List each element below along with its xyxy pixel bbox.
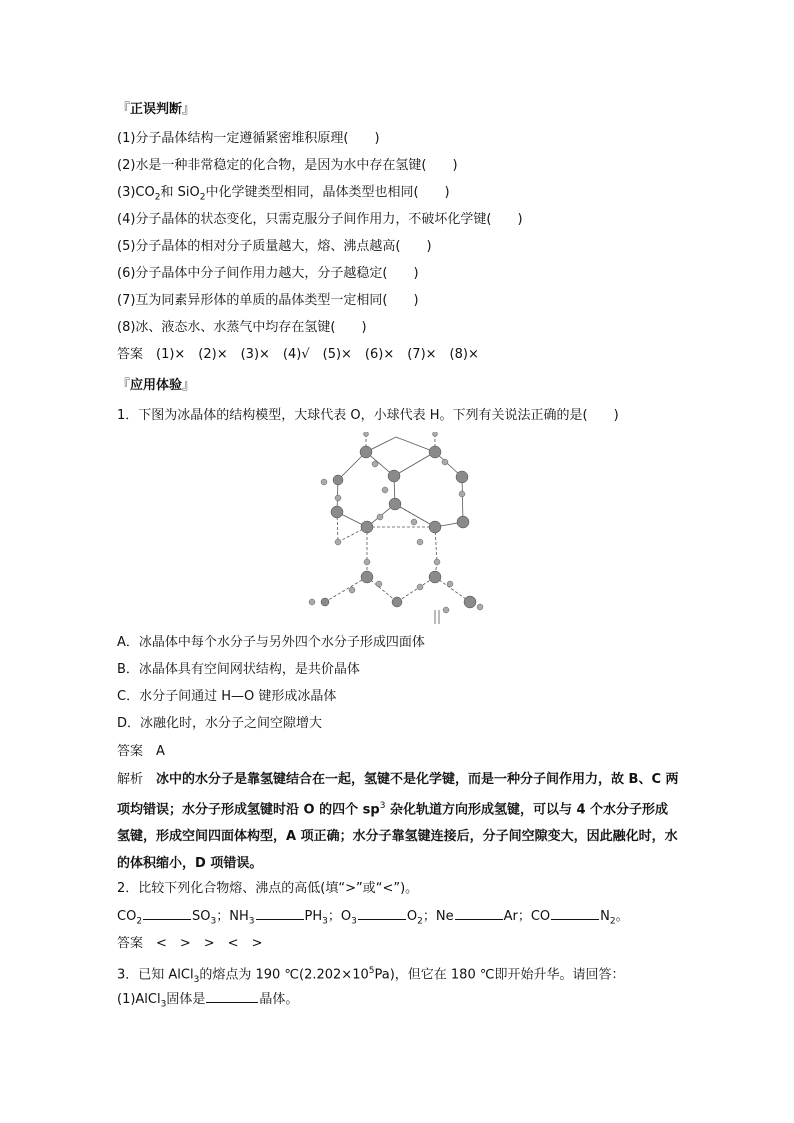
- answer-blank[interactable]: [143, 907, 191, 920]
- judgement-item-2: (2)水是一种非常稳定的化合物，是因为水中存在氢键( ): [117, 158, 458, 173]
- bond-lines: [337, 437, 463, 527]
- judgement-item-6: (6)分子晶体中分子间作用力越大，分子越稳定( ): [117, 266, 419, 281]
- question-2-stem: 2．比较下列化合物熔、沸点的高低(填“>”或“<”)。: [117, 881, 419, 896]
- open-bond-ticks: [435, 610, 439, 624]
- option-a: A．冰晶体中每个水分子与另外四个水分子形成四面体: [117, 635, 425, 650]
- answer-blank[interactable]: [256, 907, 304, 920]
- option-d: D．冰融化时，水分子之间空隙增大: [117, 716, 323, 731]
- question-2-answer: 答案 < > > < >: [117, 936, 263, 951]
- ice-crystal-structure-figure: [300, 432, 490, 627]
- option-b: B．冰晶体具有空间网状结构，是共价晶体: [117, 662, 360, 677]
- judgement-item-7: (7)互为同素异形体的单质的晶体类型一定相同( ): [117, 293, 419, 308]
- judgement-item-4: (4)分子晶体的状态变化，只需克服分子间作用力，不破坏化学键( ): [117, 212, 523, 227]
- question-2-blanks: [117, 907, 629, 931]
- pair-4: Ne Ar；: [435, 909, 531, 924]
- answer-blank[interactable]: [455, 907, 503, 920]
- judgement-item-8: (8)冰、液态水、水蒸气中均存在氢键( ): [117, 320, 367, 335]
- heading-bracket-right: 』: [182, 102, 196, 117]
- question-1-stem: 1．下图为冰晶体的结构模型，大球代表 O，小球代表 H。下列有关说法正确的是( ): [117, 408, 619, 423]
- hydrogen-bond-lines: [325, 434, 470, 602]
- option-c: C．水分子间通过 H—O 键形成冰晶体: [117, 689, 337, 704]
- question-3-sub-1: (1)AlCl$_3$固体是 晶体。: [117, 992, 299, 1010]
- judgement-item-5: (5)分子晶体的相对分子质量越大，熔、沸点越高( ): [117, 239, 432, 254]
- answer-blank[interactable]: [358, 907, 406, 920]
- judgement-item-1: (1)分子晶体结构一定遵循紧密堆积原理( ): [117, 131, 380, 146]
- judgement-item-3: $(3)CO_2$和 SiO$_2$中化学键类型相同，晶体类型也相同( ): [117, 185, 450, 203]
- pair-5: CO $N_2$。: [530, 909, 629, 927]
- pair-1: $CO_2$ $SO_3$；: [117, 909, 230, 927]
- pair-3: $O_3$ $O_2$；: [340, 909, 436, 927]
- heading-bracket-left: 『: [117, 102, 131, 117]
- judgement-answer: 答案 (1)× (2)× (3)× (4)√ (5)× (6)× (7)× (8)×: [117, 347, 479, 362]
- answer-blank[interactable]: [551, 907, 599, 920]
- question-3-stem: 3．已知 AlCl$_3$的熔点为 190 $℃(2.202\times 10^5Pa)$，但它在 180 ℃即开始升华。请回答：: [117, 966, 625, 985]
- question-1-answer: 答案 A: [117, 744, 165, 759]
- heading-text: 正误判断: [130, 102, 183, 117]
- question-1-analysis: 解析 冰中的水分子是靠氢键结合在一起，氢键不是化学键，而是一种分子间作用力，故 B、C 两项均错误；水分子形成氢键时沿 O 的四个 $sp^3$ 杂化轨道方向形成氢键，可以与 4 个水分子形成氢键，形成空间四面体构型，A 项正确；水分子靠氢键连接后，分子间空隙变大，因此融化时，水的体积缩小，D 项错误。: [117, 772, 679, 872]
- section-heading-judgement: [117, 101, 195, 119]
- section-heading-application: 『应用体验』: [117, 378, 196, 393]
- answer-blank[interactable]: [206, 990, 258, 1003]
- pair-2: $NH_3$ $PH_3$；: [229, 909, 341, 927]
